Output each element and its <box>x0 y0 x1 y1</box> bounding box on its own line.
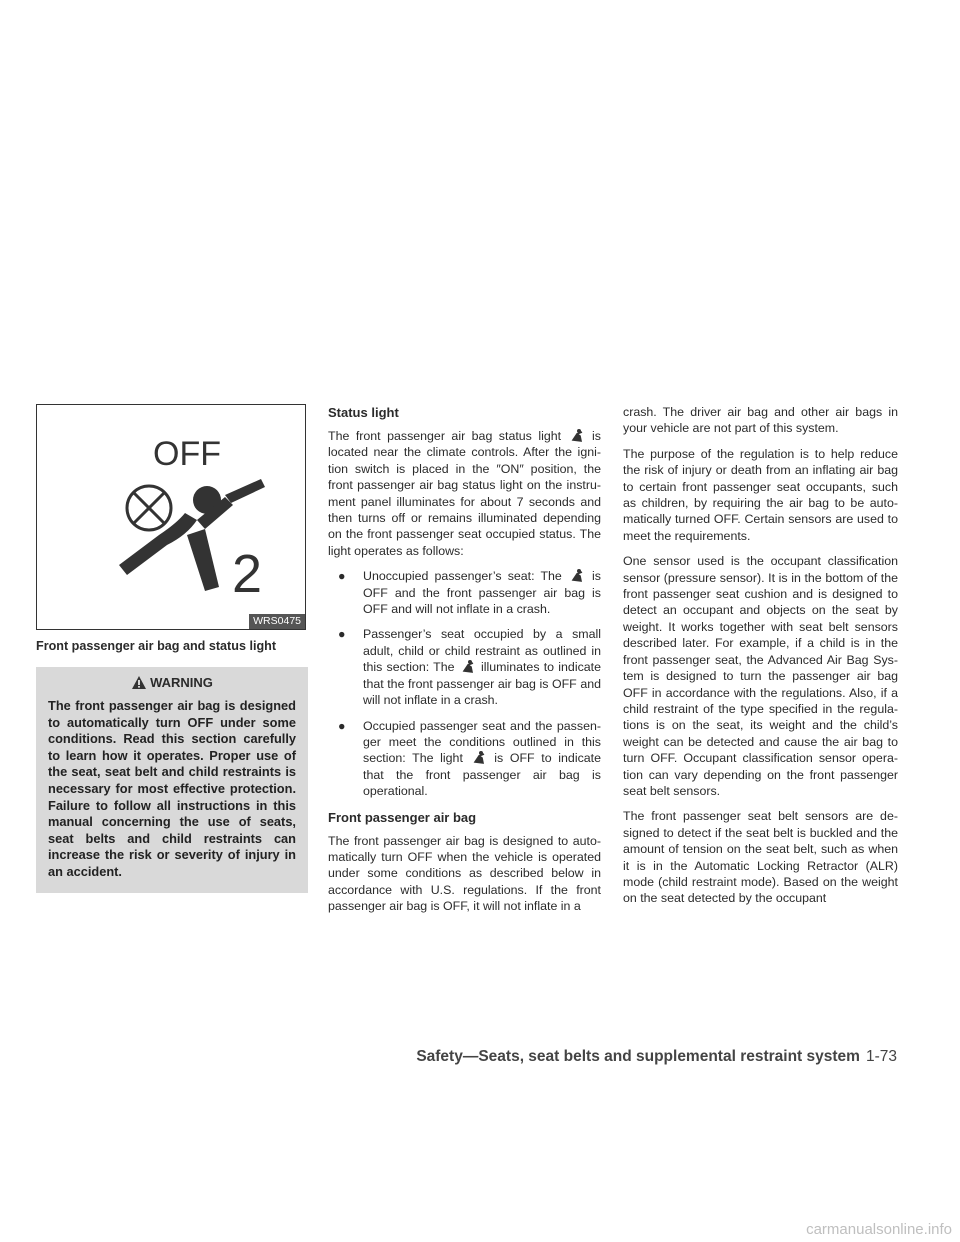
figure-caption: Front passenger air bag and status light <box>36 639 277 653</box>
right-column <box>623 404 898 916</box>
page-number: 1-73 <box>865 1048 897 1065</box>
figure-number: 2 <box>232 544 263 604</box>
middle-column <box>328 404 601 924</box>
bullet-dot: ● <box>338 627 346 642</box>
passenger-airbag-status-icon <box>570 428 584 442</box>
front-airbag-para-4: The front passenger seat belt sensors are designed to detect if the seat belt is buckled and the amount of tension on the seat belt, such as when it is in the Automatic Locking Retractor (ALR) mode (child restraint mode). Based on the weight on the seat detected by the occupant <box>623 809 898 906</box>
bullet-dot: ● <box>338 718 346 733</box>
status-light-intro: The front passenger air bag status light is located near the climate controls. After the ignition switch is placed in the ″ON″ position, the front passenger air bag status light on the instrument panel illuminates for about 7 seconds and then turns off or remains illuminated depending on the front passenger seat occupied status. The light operates as follows: <box>328 429 601 558</box>
airbag-off-illustration <box>37 405 307 631</box>
passenger-airbag-status-icon <box>570 568 584 582</box>
watermark: carmanualsonline.info <box>806 1221 952 1238</box>
warning-box <box>36 667 308 893</box>
warning-triangle-icon <box>131 675 147 690</box>
page-footer <box>416 1048 897 1066</box>
warning-title: WARNING <box>150 675 213 690</box>
figure-label: WRS0475 <box>249 614 305 629</box>
left-column <box>36 404 308 893</box>
passenger-airbag-status-icon <box>461 659 475 673</box>
front-airbag-heading: Front passenger air bag <box>328 809 477 825</box>
status-bullet-unoccupied: ● Unoccupied passenger’s seat: The is OFF and the front passenger air bag is OFF and will not inflate in a crash. <box>338 569 601 617</box>
status-bullet-small-occupant: ● Passenger’s seat occupied by a small adult, child or child restraint as outlined in this section: The illuminates to indicate that the front passenger air bag is OFF and will not inflate in a crash. <box>338 627 601 708</box>
figure-off-text: OFF <box>153 435 221 473</box>
front-airbag-para-1: The front passenger air bag is designed to automatically turn OFF when the vehicle is operated under some conditions as described below in accordance with U.S. regulations. If the front passenger air bag is OFF, it will not inflate in a <box>328 833 601 914</box>
front-airbag-para-2: The purpose of the regulation is to help reduce the risk of injury or death from an inflating air bag to certain front passenger seat occupants, such as children, by requiring the air bag to be automatically turned OFF. Certain sensors are used to meet the requirements. <box>623 446 898 543</box>
footer-section: Safety—Seats, seat belts and supplemental restraint system <box>416 1048 860 1065</box>
warning-title-row <box>48 675 296 690</box>
status-light-heading: Status light <box>328 405 399 420</box>
passenger-airbag-status-icon <box>472 750 486 764</box>
airbag-status-figure <box>36 404 306 630</box>
front-airbag-para-3: One sensor used is the occupant classification sensor (pressure sensor). It is in the bottom of the front passenger seat cushion and is designed to detect an occupant and objects on the seat by weight. It works together with seat belt sensors described later. For example, if a child is in the front passenger seat, the Advanced Air Bag System is designed to turn the passenger air bag OFF in accordance with the regulations. Also, if a child restraint of the type specified in the regulations is on the seat, its weight and the child’s weight can be detected and cause the air bag to turn OFF. Occupant classification sensor operation can vary depending on the front passenger seat belt sensors. <box>623 554 898 798</box>
front-airbag-para-1-cont: crash. The driver air bag and other air bags in your vehicle are not part of this system. <box>623 405 898 436</box>
status-bullet-occupied: ● Occupied passenger seat and the passenger meet the conditions outlined in this section: The light is OFF to indicate that the front passenger air bag is operational. <box>338 718 601 799</box>
bullet-dot: ● <box>338 569 346 584</box>
warning-text: The front passenger air bag is designed to automatically turn OFF under some conditions. Read this section carefully to learn how it operates. Proper use of the seat, seat belt and child restraints is necessary for most effective protection. Failure to follow all instructions in this manual concerning the use of seats, seat belts and child restraints can increase the risk or severity of injury in an accident. <box>48 698 296 879</box>
